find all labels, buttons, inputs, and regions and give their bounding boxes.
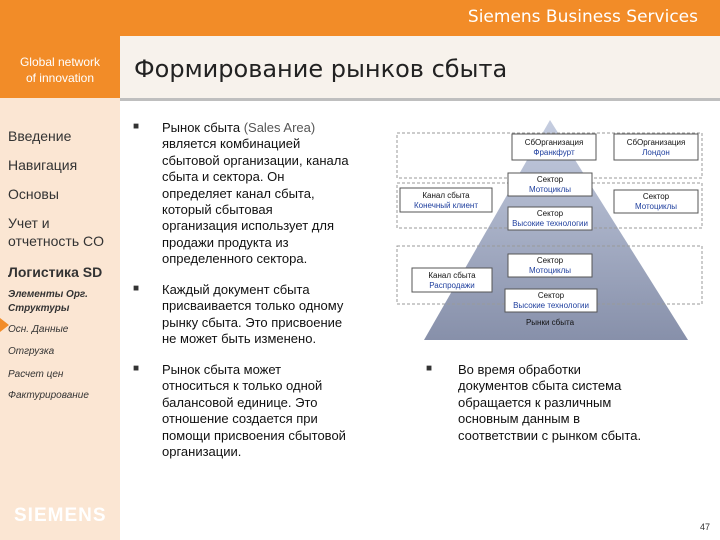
channel-box-sales-title: Канал сбыта [428,271,476,280]
bullet-4-line: соответствии с рынком сбыта. [458,427,642,443]
bullet-1-highlight: (Sales Area) [243,120,316,135]
bullet-2-line: рынку сбыта. Это присвоение [162,314,343,330]
sidebar-item-navigation[interactable]: Навигация [8,157,78,173]
sector-box-moto-1-title: Сектор [536,175,564,184]
sidebar-subitem-shipping[interactable]: Отгрузка [8,346,55,357]
org-box-london-title: СбОрганизация [626,138,686,147]
bullet-1-line: организация использует для [162,218,334,234]
sidebar-subitem-org-2[interactable]: Структуры [8,303,70,314]
bullet-2-line: Каждый документ сбыта [162,282,310,297]
bullet-1-term: Рынок сбыта [162,120,241,135]
org-box-london-value: Лондон [642,148,670,157]
sector-box-hitech-2-title: Сектор [537,291,565,300]
sidebar-subitem-pricing[interactable]: Расчет цен [8,369,64,380]
sidebar-subitem-master-data[interactable]: Осн. Данные [8,324,69,335]
sector-box-moto-3 [508,254,592,277]
sidebar-item-accounting-2[interactable]: отчетность CO [8,233,105,249]
bullet-3-line: помощи присвоения сбытовой [162,427,346,443]
bullet-1-line: сбытовой организации, канала [162,152,349,168]
bullet-3-line: балансовой единице. Это [162,394,318,410]
org-box-frankfurt-title: СбОрганизация [524,138,584,147]
page-title: Формирование рынков сбыта [134,55,508,83]
bullet-3-line: отношение создается при [162,411,318,427]
bullet-3-line: организации. [162,444,242,460]
bullet-3-line: Рынок сбыта может [162,362,282,377]
sidebar-subitem-billing[interactable]: Фактурирование [8,390,89,401]
sidebar-item-logistics[interactable]: Логистика SD [8,264,103,280]
org-box-frankfurt-value: Франкфурт [533,148,575,157]
channel-box-end-customer-title: Канал сбыта [422,191,470,200]
sector-box-moto-1-value: Мотоциклы [528,185,572,194]
sector-box-hitech-2 [505,289,597,312]
channel-box-sales [412,268,492,292]
bullet-icon: ■ [133,363,140,374]
bullet-1-line: сбыта и сектора. Он [162,169,285,185]
bullet-1-line: является комбинацией [162,136,301,152]
bullet-icon: ■ [426,363,433,374]
bullet-2-line: не может быть изменено. [162,331,317,347]
sidebar-item-basics[interactable]: Основы [8,186,59,202]
sector-box-hitech-1-value: Высокие технологии [512,219,588,228]
tagline-line-2: of innovation [25,71,95,85]
bullet-2-line: присваивается только одному [162,298,344,314]
sector-box-moto-1 [508,173,592,196]
page-number: 47 [699,522,710,532]
brand-title: Siemens Business Services [467,7,698,27]
sector-box-moto-2-value: Мотоциклы [634,202,678,211]
org-box-london [614,134,698,160]
bullet-1-line: определенного сектора. [162,251,308,267]
channel-box-end-customer-value: Конечный клиент [414,201,478,210]
bullet-icon: ■ [133,121,140,132]
tagline-line-1: Global network [19,55,101,69]
sector-box-moto-2 [614,190,698,213]
bullet-1-line: определяет канал сбыта, [162,185,315,201]
sector-box-hitech-1-title: Сектор [536,209,564,218]
org-box-frankfurt [512,134,596,160]
sidebar-item-intro[interactable]: Введение [8,128,72,144]
channel-box-sales-value: Распродажи [429,281,475,290]
sector-box-moto-3-value: Мотоциклы [528,266,572,275]
sidebar-item-accounting-1[interactable]: Учет и [8,215,50,231]
channel-box-end-customer [400,188,492,212]
bullet-3-line: относиться к только одной [162,378,323,394]
bullet-4-line: обращается к различным [458,394,612,410]
sales-areas-label: Рынки сбыта [525,318,575,327]
bullet-icon: ■ [133,283,140,294]
bullet-4-line: Во время обработки [458,362,581,377]
bullet-1-line: продажи продукта из [162,234,289,250]
sector-box-hitech-1 [508,207,592,230]
sidebar-subitem-org-1[interactable]: Элементы Орг. [8,289,88,300]
sector-box-hitech-2-value: Высокие технологии [513,301,589,310]
siemens-logo: SIEMENS [14,505,107,526]
sector-box-moto-3-title: Сектор [536,256,564,265]
bullet-4-line: документов сбыта система [458,378,622,394]
sector-box-moto-2-title: Сектор [642,192,670,201]
bullet-4-line: основным данным в [458,411,581,427]
bullet-1-line: который сбытовая [162,202,273,218]
